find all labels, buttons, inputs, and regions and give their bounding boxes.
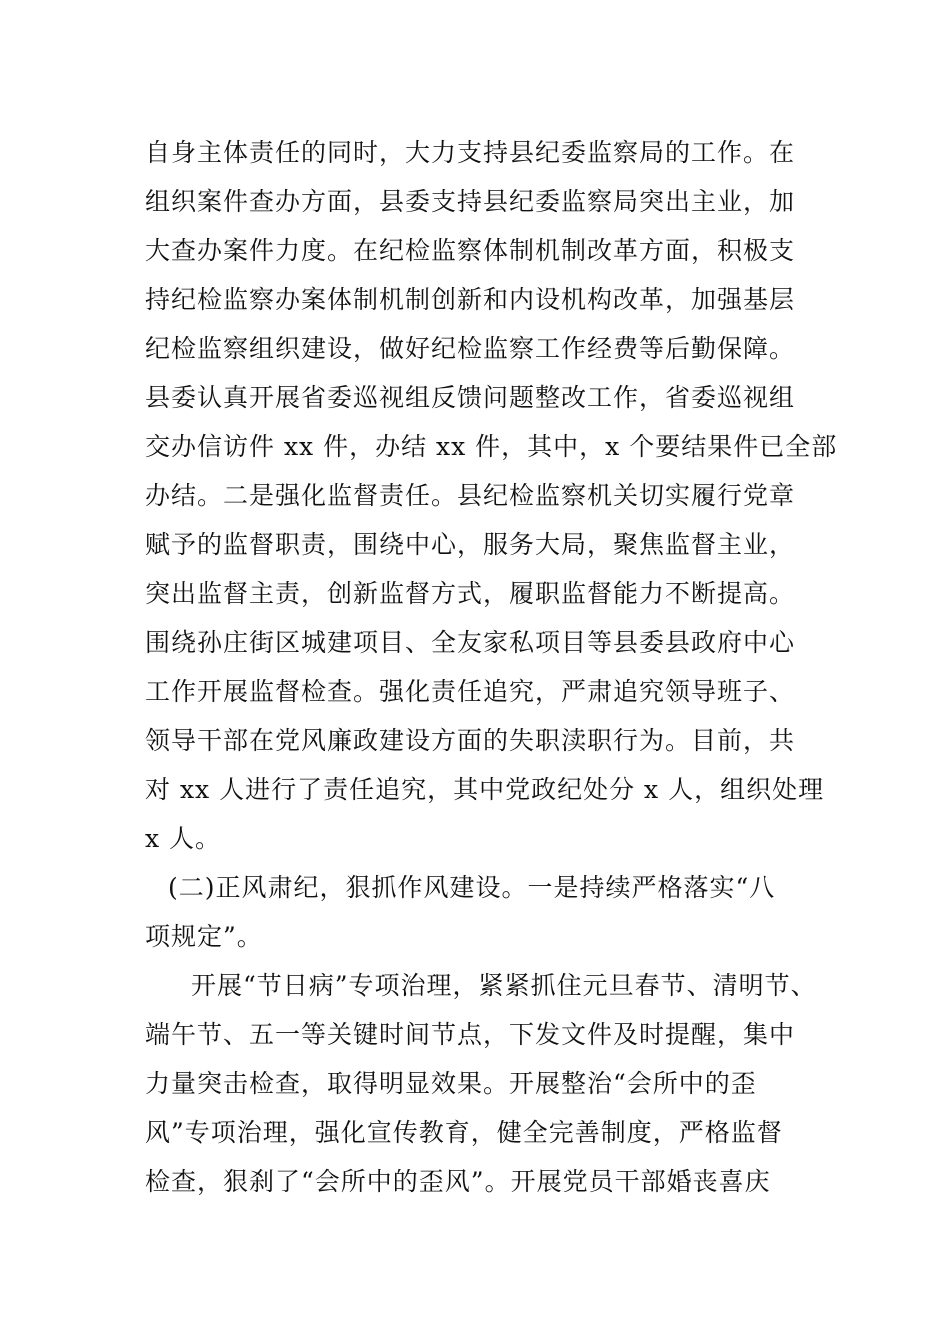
text-line: 工作开展监督检查。强化责任追究，严肃追究领导班子、	[145, 677, 796, 706]
text-line: 交办信访件 xx 件，办结 xx 件，其中，x 个要结果件已全部	[145, 432, 838, 461]
text-line: 项规定”。	[145, 922, 263, 951]
text-line: 风”专项治理，强化宣传教育，健全完善制度，严格监督	[145, 1118, 783, 1147]
text-line: 检查，狠刹了“会所中的歪风”。开展党员干部婚丧喜庆	[145, 1167, 771, 1196]
text-line: 组织案件查办方面，县委支持县纪委监察局突出主业，加	[145, 187, 796, 216]
text-line: 纪检监察组织建设，做好纪检监察工作经费等后勤保障。	[145, 334, 796, 363]
text-line: 领导干部在党风廉政建设方面的失职渎职行为。目前，共	[145, 726, 796, 755]
text-line: 端午节、五一等关键时间节点，下发文件及时提醒，集中	[145, 1020, 796, 1049]
text-line: 办结。二是强化监督责任。县纪检监察机关切实履行党章	[145, 481, 796, 510]
text-line: 围绕孙庄街区城建项目、全友家私项目等县委县政府中心	[145, 628, 796, 657]
section-heading-line: (二)正风肃纪，狠抓作风建设。一是持续严格落实“八	[168, 873, 776, 902]
text-line: 持纪检监察办案体制机制创新和内设机构改革，加强基层	[145, 285, 796, 314]
text-line: 大查办案件力度。在纪检监察体制机制改革方面，积极支	[145, 236, 796, 265]
text-line: 赋予的监督职责，围绕中心，服务大局，聚焦监督主业，	[145, 530, 796, 559]
text-line: 力量突击检查，取得明显效果。开展整治“会所中的歪	[145, 1069, 757, 1098]
paragraph-first-line: 开展“节日病”专项治理，紧紧抓住元旦春节、清明节、	[191, 971, 817, 1000]
text-line: 县委认真开展省委巡视组反馈问题整改工作，省委巡视组	[145, 383, 796, 412]
text-line: 对 xx 人进行了责任追究，其中党政纪处分 x 人，组织处理	[145, 775, 825, 804]
text-line: x 人。	[145, 824, 222, 853]
text-line: 突出监督主责，创新监督方式，履职监督能力不断提高。	[145, 579, 796, 608]
text-line: 自身主体责任的同时，大力支持县纪委监察局的工作。在	[145, 138, 796, 167]
body-text	[145, 128, 838, 1206]
